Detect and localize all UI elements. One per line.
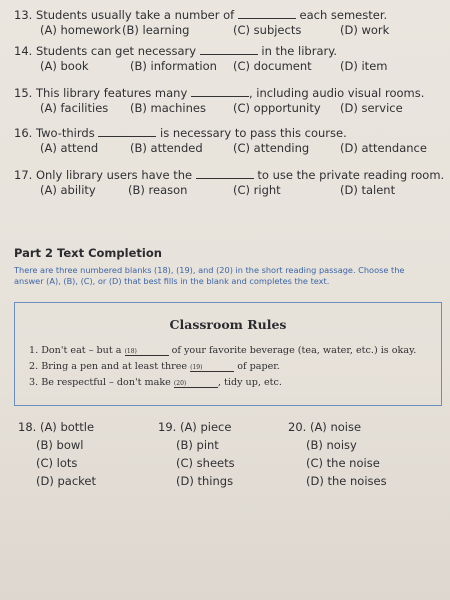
option-c[interactable]: (C) opportunity [233, 101, 321, 115]
option-b[interactable]: (B) learning [122, 23, 190, 37]
option-b[interactable]: (B) machines [130, 101, 206, 115]
options-row [14, 182, 434, 198]
question-stem-after: , including audio visual rooms. [248, 86, 425, 100]
question-stem-before: Students usually take a number of [35, 8, 235, 22]
option-d[interactable]: (D) the noises [306, 474, 387, 488]
answer-group-20 [288, 418, 387, 490]
question-13 [14, 8, 434, 38]
option-a[interactable]: (A) book [40, 59, 89, 73]
question-number: 17. [14, 168, 33, 182]
question-number: 16. [14, 126, 33, 140]
rule-text-after: , tidy up, etc. [217, 377, 282, 388]
passage-blank-19: (19) [190, 364, 234, 372]
option-d[interactable]: (D) packet [36, 474, 96, 488]
option-c[interactable]: (C) lots [36, 456, 78, 470]
option-c[interactable]: (C) document [233, 59, 312, 73]
answer-group-18 [18, 418, 96, 490]
options-row [14, 22, 434, 38]
question-number: 14. [14, 44, 33, 58]
question-15 [14, 86, 434, 116]
answer-blank [98, 126, 156, 137]
question-stem-before: Two-thirds [35, 126, 95, 140]
option-c[interactable]: (C) subjects [233, 23, 302, 37]
rule-text-before: 3. Be respectful – don't make [29, 377, 171, 388]
rule-text-before: 1. Don't eat – but a [29, 345, 122, 356]
question-17 [14, 168, 445, 198]
part-instructions: There are three numbered blanks (18), (19), and (20) in the short reading passage. Choose the answer (A), (B), (C), or (D) that best fills in the blank and completes the text. [14, 265, 405, 286]
option-a[interactable]: (A) facilities [40, 101, 109, 115]
option-d[interactable]: (D) attendance [340, 141, 427, 155]
option-d[interactable]: (D) talent [340, 183, 396, 197]
options-row [14, 140, 434, 156]
part-title: Part 2 Text Completion [14, 246, 162, 260]
question-stem-before: Students can get necessary [35, 44, 197, 58]
option-d[interactable]: (D) work [340, 23, 390, 37]
passage-title: Classroom Rules [169, 317, 287, 332]
question-number: 13. [14, 8, 33, 22]
rule-3 [29, 377, 282, 388]
rule-text-before: 2. Bring a pen and at least three [29, 361, 188, 372]
option-a[interactable]: (A) piece [179, 420, 232, 434]
question-stem-after: to use the private reading room. [257, 168, 445, 182]
passage-box [14, 302, 442, 406]
rule-2 [29, 361, 280, 372]
passage-blank-20: (20) [174, 380, 218, 388]
option-a[interactable]: (A) bottle [39, 420, 95, 434]
option-b[interactable]: (B) bowl [36, 438, 84, 452]
passage-blank-18: (18) [125, 348, 169, 356]
answer-number: 19. [158, 420, 177, 434]
question-stem-before: Only library users have the [35, 168, 193, 182]
option-c[interactable]: (C) attending [233, 141, 310, 155]
question-number: 15. [14, 86, 33, 100]
option-b[interactable]: (B) attended [130, 141, 203, 155]
question-stem-before: This library features many [35, 86, 188, 100]
option-d[interactable]: (D) things [176, 474, 234, 488]
question-16 [14, 126, 434, 156]
option-c[interactable]: (C) the noise [306, 456, 380, 470]
option-b[interactable]: (B) information [130, 59, 217, 73]
option-c[interactable]: (C) sheets [176, 456, 235, 470]
answer-blank [238, 8, 296, 19]
answer-blank [196, 168, 254, 179]
option-a[interactable]: (A) attend [40, 141, 99, 155]
rule-text-after: of your favorite beverage (tea, water, etc.) is okay. [171, 345, 417, 356]
answer-number: 18. [18, 420, 37, 434]
answer-group-19 [158, 418, 235, 490]
question-stem-after: each semester. [299, 8, 388, 22]
option-d[interactable]: (D) item [340, 59, 388, 73]
rule-text-after: of paper. [237, 361, 280, 372]
question-stem-after: in the library. [261, 44, 338, 58]
option-a[interactable]: (A) homework [40, 23, 121, 37]
option-b[interactable]: (B) pint [176, 438, 219, 452]
option-a[interactable]: (A) ability [40, 183, 96, 197]
answer-blank [200, 44, 258, 55]
option-b[interactable]: (B) noisy [306, 438, 357, 452]
question-stem-after: is necessary to pass this course. [160, 126, 347, 140]
option-a[interactable]: (A) noise [309, 420, 362, 434]
option-b[interactable]: (B) reason [128, 183, 188, 197]
options-row [14, 100, 434, 116]
answer-number: 20. [288, 420, 307, 434]
options-row [14, 58, 434, 74]
question-14 [14, 44, 434, 74]
option-c[interactable]: (C) right [233, 183, 281, 197]
option-d[interactable]: (D) service [340, 101, 403, 115]
answer-blank [191, 86, 249, 97]
rule-1 [29, 345, 416, 356]
